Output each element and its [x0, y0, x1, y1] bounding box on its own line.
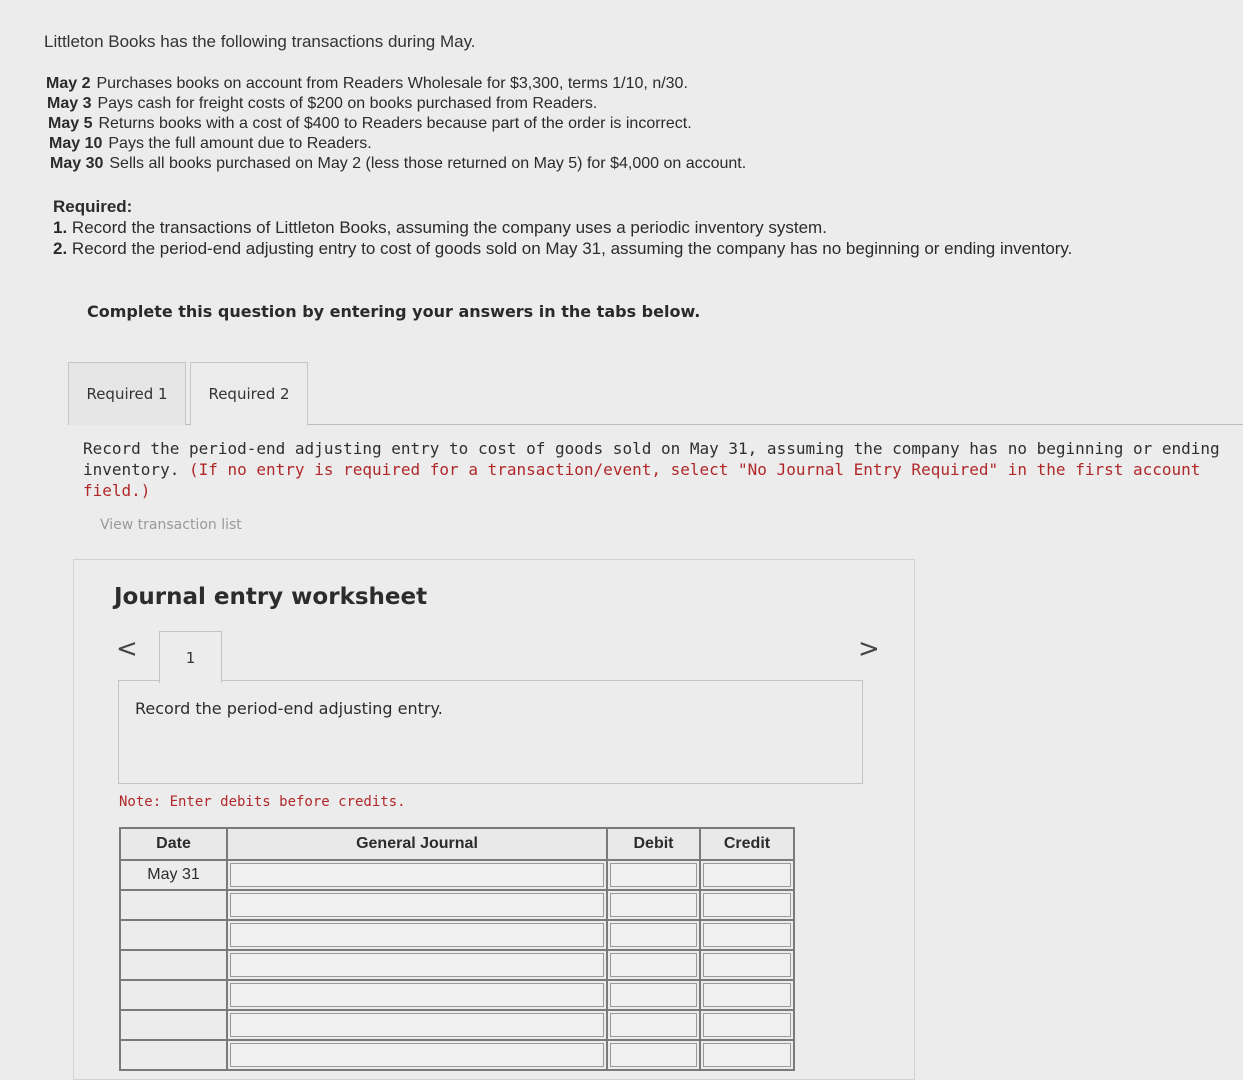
- transaction-date: May 3: [47, 95, 92, 112]
- account-input[interactable]: [230, 953, 604, 977]
- transaction-date: May 2: [46, 75, 91, 92]
- debit-cell: [607, 920, 700, 950]
- entry-description-box: [118, 680, 863, 784]
- debit-input[interactable]: [610, 1013, 697, 1037]
- header-credit: Credit: [700, 828, 794, 860]
- date-cell: [120, 980, 227, 1010]
- journal-entry-worksheet: [73, 559, 915, 1080]
- account-cell: [227, 980, 607, 1010]
- date-cell: [120, 920, 227, 950]
- header-date: Date: [120, 828, 227, 860]
- transaction-item: [46, 74, 1204, 94]
- account-input[interactable]: [230, 923, 604, 947]
- journal-header-row: [120, 828, 794, 860]
- tab-required-1[interactable]: Required 1: [68, 362, 186, 425]
- header-debit: Debit: [607, 828, 700, 860]
- problem-statement: [44, 32, 1204, 259]
- transaction-text: Sells all books purchased on May 2 (less those returned on May 5) for $4,000 on account.: [109, 155, 747, 172]
- tab-required-2[interactable]: Required 2: [190, 362, 308, 426]
- credit-input[interactable]: [703, 1013, 791, 1037]
- journal-table: [119, 827, 795, 1071]
- transaction-item: [49, 134, 1204, 154]
- account-input[interactable]: [230, 1013, 604, 1037]
- debit-cell: [607, 1010, 700, 1040]
- account-input[interactable]: [230, 893, 604, 917]
- account-cell: [227, 890, 607, 920]
- chevron-right-icon[interactable]: >: [858, 634, 880, 664]
- entry-tab-1[interactable]: 1: [159, 631, 222, 683]
- instruction-text: Record the period-end adjusting entry to cost of goods sold on May 31, assuming the company has no beginning or ending inventory.: [83, 439, 1220, 479]
- account-cell: [227, 950, 607, 980]
- required-heading: Required:: [53, 197, 133, 216]
- date-cell: [120, 890, 227, 920]
- credit-input[interactable]: [703, 893, 791, 917]
- debit-cell: [607, 980, 700, 1010]
- required-item-text: Record the transactions of Littleton Books, assuming the company uses a periodic inventory system.: [71, 218, 827, 237]
- required-item-number: 2.: [53, 239, 68, 258]
- credit-cell: [700, 920, 794, 950]
- required-item: [53, 217, 1204, 238]
- table-row: [120, 890, 794, 920]
- instruction-note: (If no entry is required for a transaction/event, select "No Journal Entry Required" in the first account field.): [83, 460, 1201, 500]
- header-general-journal: General Journal: [227, 828, 607, 860]
- transaction-item: [50, 154, 1204, 174]
- date-cell: [120, 1010, 227, 1040]
- account-cell: [227, 920, 607, 950]
- table-row: [120, 1010, 794, 1040]
- debit-input[interactable]: [610, 1043, 697, 1067]
- required-section: [53, 196, 1204, 259]
- required-item-number: 1.: [53, 218, 68, 237]
- transaction-text: Returns books with a cost of $400 to Readers because part of the order is incorrect.: [98, 115, 692, 132]
- transaction-item: [47, 94, 1204, 114]
- required-item-text: Record the period-end adjusting entry to cost of goods sold on May 31, assuming the company has no beginning or ending inventory.: [71, 239, 1073, 258]
- credit-cell: [700, 1010, 794, 1040]
- worksheet-title: Journal entry worksheet: [114, 584, 428, 610]
- transaction-text: Purchases books on account from Readers Wholesale for $3,300, terms 1/10, n/30.: [96, 75, 688, 92]
- date-cell: [120, 950, 227, 980]
- problem-intro: Littleton Books has the following transactions during May.: [44, 32, 476, 51]
- transaction-date: May 10: [49, 135, 103, 152]
- credit-cell: [700, 860, 794, 890]
- credit-cell: [700, 980, 794, 1010]
- account-input[interactable]: [230, 863, 604, 887]
- credit-input[interactable]: [703, 923, 791, 947]
- transaction-text: Pays cash for freight costs of $200 on books purchased from Readers.: [97, 95, 598, 112]
- debit-input[interactable]: [610, 983, 697, 1007]
- credit-cell: [700, 950, 794, 980]
- table-row: [120, 920, 794, 950]
- table-row: [120, 950, 794, 980]
- credit-input[interactable]: [703, 863, 791, 887]
- view-transaction-list-link[interactable]: View transaction list: [100, 517, 242, 533]
- transaction-date: May 30: [50, 155, 104, 172]
- debit-cell: [607, 1040, 700, 1070]
- tab-instructions: [83, 438, 1233, 501]
- debit-input[interactable]: [610, 953, 697, 977]
- table-row: [120, 1040, 794, 1070]
- transaction-text: Pays the full amount due to Readers.: [108, 135, 372, 152]
- chevron-left-icon[interactable]: <: [116, 634, 138, 664]
- account-input[interactable]: [230, 1043, 604, 1067]
- account-cell: [227, 860, 607, 890]
- transaction-list: [44, 74, 1204, 174]
- debit-cell: [607, 890, 700, 920]
- entry-description: Record the period-end adjusting entry.: [135, 699, 443, 718]
- complete-instruction: Complete this question by entering your answers in the tabs below.: [87, 302, 701, 321]
- debit-cell: [607, 950, 700, 980]
- debit-input[interactable]: [610, 893, 697, 917]
- account-cell: [227, 1040, 607, 1070]
- credit-input[interactable]: [703, 983, 791, 1007]
- debits-note: Note: Enter debits before credits.: [119, 794, 406, 810]
- answer-tabs: [68, 362, 1243, 425]
- credit-cell: [700, 1040, 794, 1070]
- transaction-date: May 5: [48, 115, 93, 132]
- debit-cell: [607, 860, 700, 890]
- account-input[interactable]: [230, 983, 604, 1007]
- credit-input[interactable]: [703, 953, 791, 977]
- required-item: [53, 238, 1204, 259]
- table-row: [120, 980, 794, 1010]
- table-row: [120, 860, 794, 890]
- date-cell: [120, 1040, 227, 1070]
- date-cell: May 31: [120, 860, 227, 890]
- credit-input[interactable]: [703, 1043, 791, 1067]
- debit-input[interactable]: [610, 863, 697, 887]
- debit-input[interactable]: [610, 923, 697, 947]
- credit-cell: [700, 890, 794, 920]
- transaction-item: [48, 114, 1204, 134]
- account-cell: [227, 1010, 607, 1040]
